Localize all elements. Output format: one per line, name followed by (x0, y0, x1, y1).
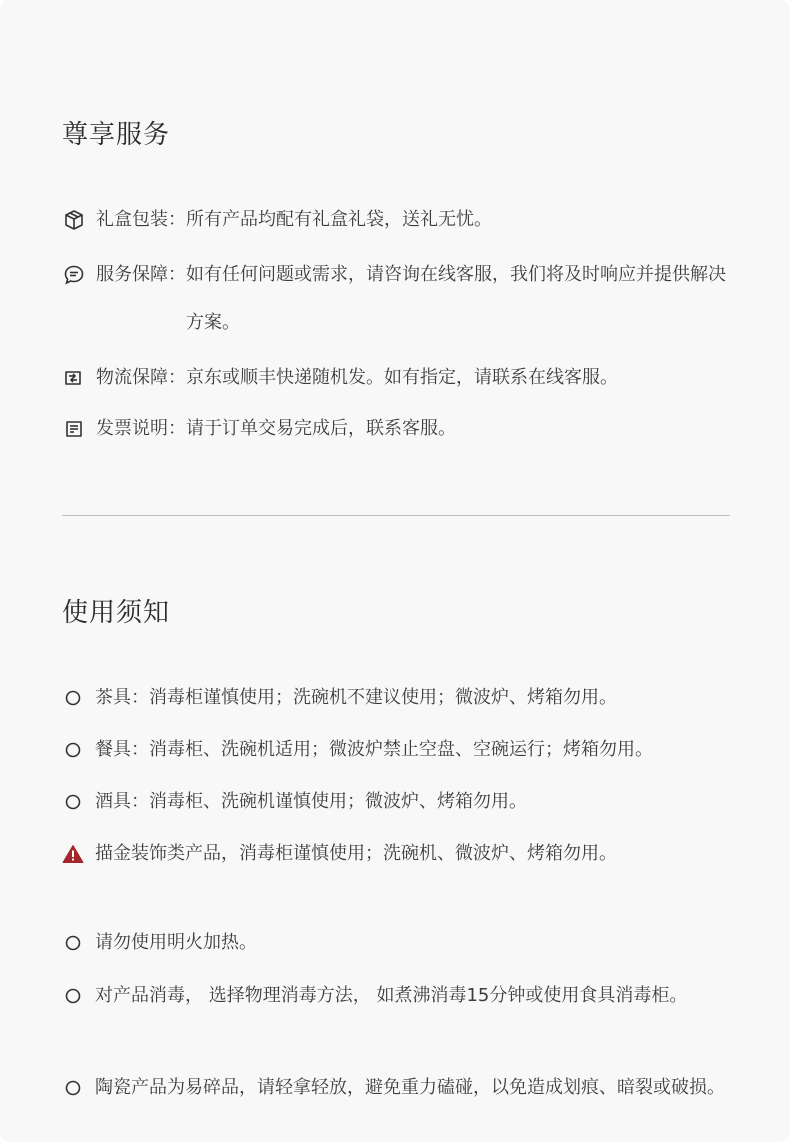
chat-icon (62, 251, 86, 299)
section-divider (62, 515, 730, 516)
usage-item-disinfection (62, 975, 730, 1017)
warning-icon (62, 833, 84, 875)
circle-icon (62, 729, 84, 771)
usage-item-fragile (62, 1067, 730, 1109)
service-item-gift-box (62, 196, 730, 244)
usage-item-text: 对产品消毒， 选择物理消毒方法， 如煮沸消毒15分钟或使用食具消毒柜。 (95, 985, 688, 1006)
usage-item-text: 陶瓷产品为易碎品，请轻拿轻放，避免重力磕碰，以免造成划痕、暗裂或破损。 (95, 1077, 725, 1098)
circle-icon (62, 922, 84, 964)
usage-item-tea-set (62, 677, 730, 719)
circle-icon (62, 1067, 84, 1109)
usage-item-wineware (62, 781, 730, 823)
service-section-title: 尊享服务 (62, 120, 171, 150)
circle-icon (62, 677, 84, 719)
service-item-text: 如有任何问题或需求，请咨询在线客服，我们将及时响应并提供解决方案。 (186, 264, 726, 333)
invoice-icon (62, 405, 86, 453)
service-item-invoice (62, 405, 730, 453)
usage-item-text: 酒具：消毒柜、洗碗机谨慎使用；微波炉、烤箱勿用。 (95, 791, 527, 812)
usage-item-tableware (62, 729, 730, 771)
service-item-text: 京东或顺丰快递随机发。如有指定，请联系在线客服。 (186, 367, 618, 388)
service-item-text: 所有产品均配有礼盒礼袋，送礼无忧。 (186, 209, 492, 230)
service-item-label: 礼盒包装： (96, 209, 186, 230)
circle-icon (62, 781, 84, 823)
service-item-shipping (62, 354, 730, 402)
usage-section-title: 使用须知 (62, 598, 171, 628)
circle-icon (62, 975, 84, 1017)
usage-item-no-open-flame (62, 922, 730, 964)
service-item-label: 物流保障： (96, 367, 186, 388)
shipping-icon (62, 354, 86, 402)
usage-item-text: 餐具：消毒柜、洗碗机适用；微波炉禁止空盘、空碗运行；烤箱勿用。 (95, 739, 653, 760)
service-item-label: 发票说明： (96, 418, 186, 439)
usage-item-gilded-warning (62, 833, 730, 875)
usage-item-text: 描金装饰类产品，消毒柜谨慎使用；洗碗机、微波炉、烤箱勿用。 (95, 843, 617, 864)
service-item-text: 请于订单交易完成后，联系客服。 (186, 418, 456, 439)
service-item-support (62, 251, 730, 347)
usage-item-text: 茶具：消毒柜谨慎使用；洗碗机不建议使用；微波炉、烤箱勿用。 (95, 687, 617, 708)
gift-box-icon (62, 196, 86, 244)
usage-item-text: 请勿使用明火加热。 (95, 932, 257, 953)
service-item-label: 服务保障： (96, 264, 186, 285)
